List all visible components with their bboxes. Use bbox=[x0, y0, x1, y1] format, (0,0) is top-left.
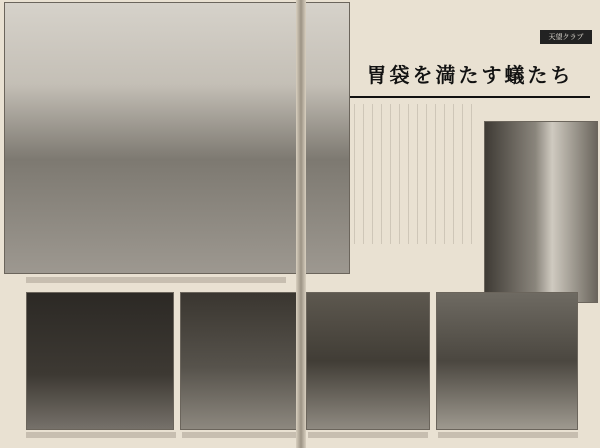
photo-bottom-2 bbox=[180, 292, 302, 430]
photo-street-right bbox=[484, 121, 598, 303]
photo-bottom-1 bbox=[26, 292, 174, 430]
caption-line-3 bbox=[182, 432, 300, 438]
caption-line-2 bbox=[26, 432, 176, 438]
photo-bottom-3 bbox=[306, 292, 430, 430]
caption-line-5 bbox=[438, 432, 578, 438]
article-title-area bbox=[350, 50, 590, 96]
page-fold bbox=[296, 0, 306, 448]
photo-bottom-4 bbox=[436, 292, 578, 430]
section-badge bbox=[540, 30, 592, 44]
title-rule bbox=[350, 96, 590, 98]
article-headline: 胃袋を満たす蟻たち bbox=[366, 62, 574, 87]
caption-line-4 bbox=[308, 432, 428, 438]
section-badge-label: 天望クラブ bbox=[548, 33, 584, 41]
caption-line-1 bbox=[26, 277, 286, 283]
body-text-columns bbox=[354, 104, 478, 244]
